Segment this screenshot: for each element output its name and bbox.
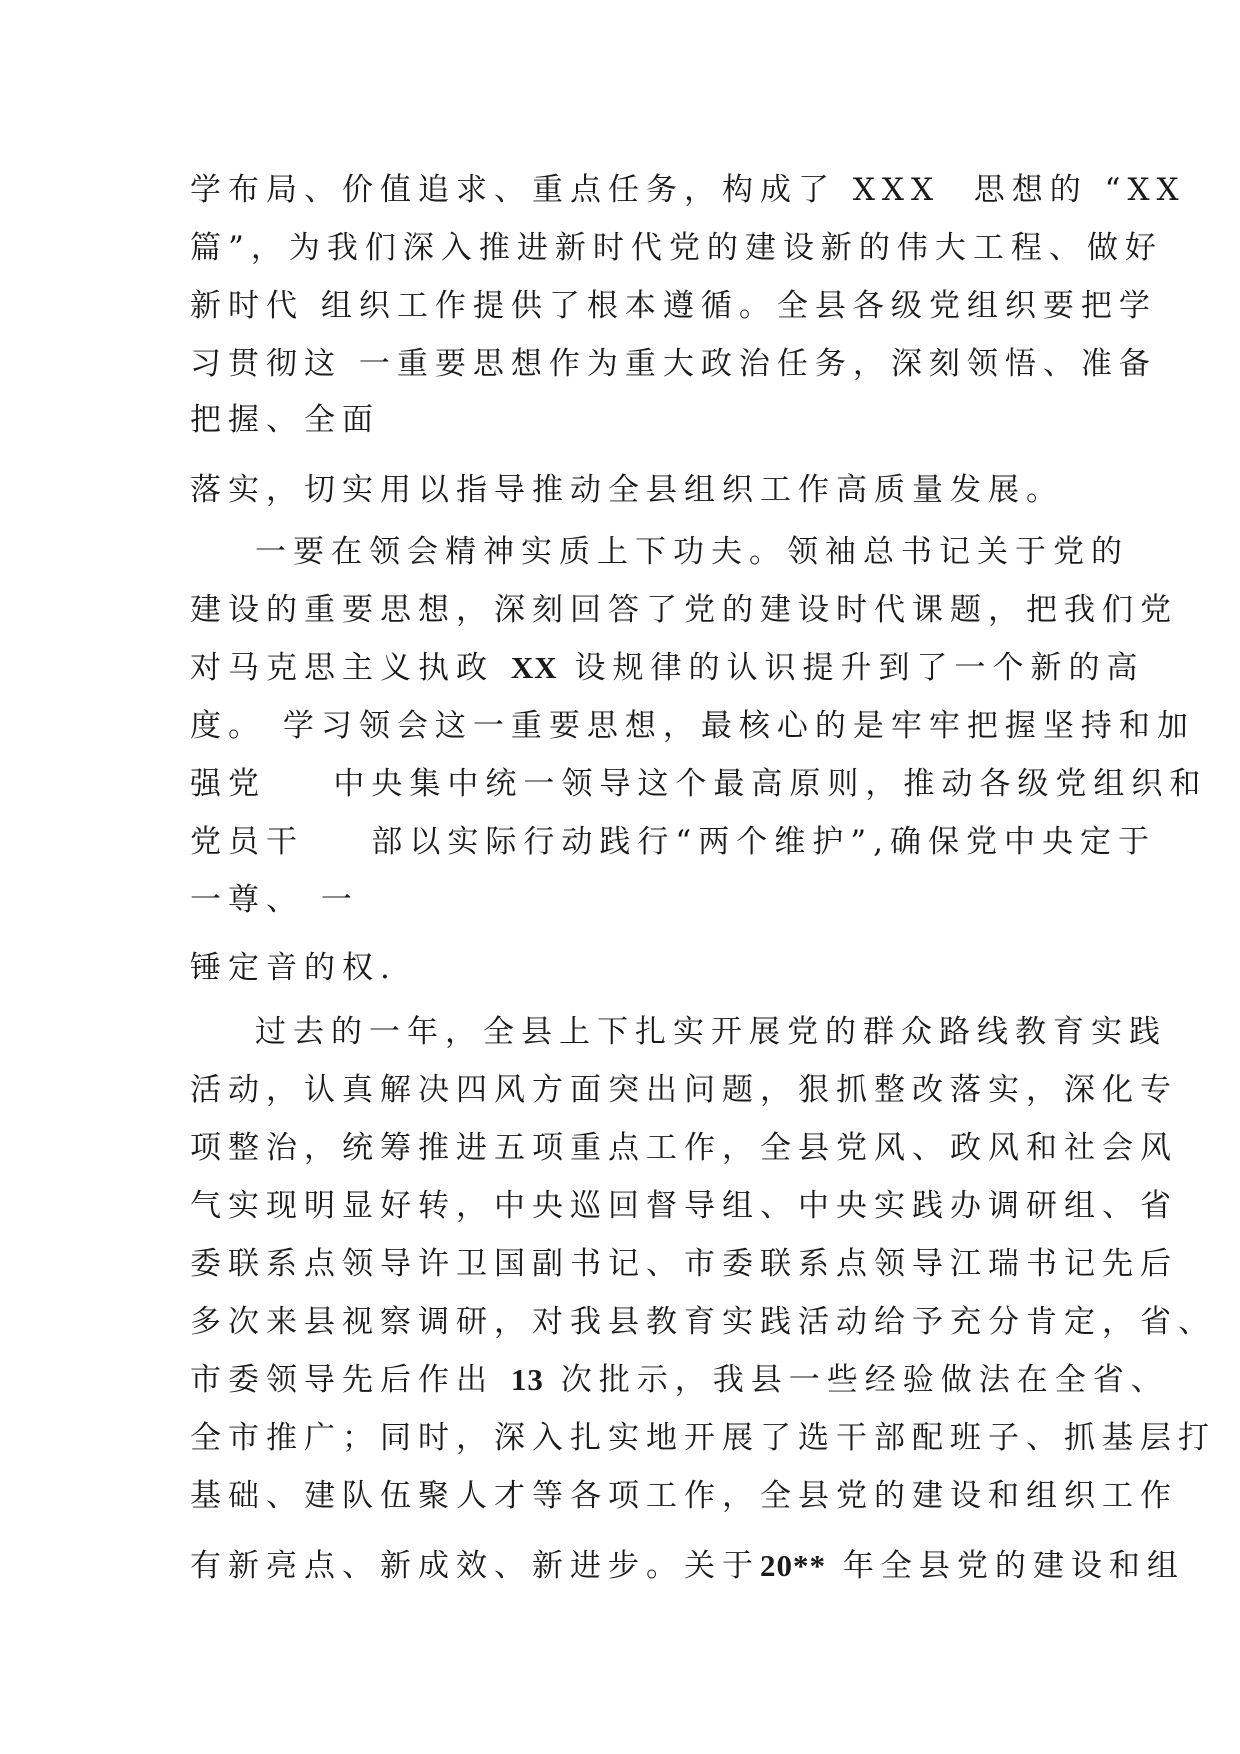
paragraph-2-line-3-text-b: 设规律的认识提升到了一个新的高	[557, 650, 1145, 686]
paragraph-2-line-2: 建设的重要思想，深刻回答了党的建设时代课题，把我们党	[190, 592, 1178, 628]
paragraph-3-line-2: 活动，认真解决四风方面突出问题，狠抓整改落实，深化专	[190, 1072, 1178, 1108]
paragraph-2-line-8: 锤定音的权.	[190, 950, 397, 986]
paragraph-3-line-9: 基础、建队伍聚人才等各项工作，全县党的建设和组织工作	[190, 1478, 1178, 1514]
paragraph-1-line-1: 学布局、价值追求、重点任务，构成了 XXX 思想的 “XX	[190, 172, 1186, 208]
paragraph-3-line-7	[190, 1360, 1169, 1400]
paragraph-1-line-6: 落实，切实用以指导推动全县组织工作高质量发展。	[190, 472, 1064, 508]
paragraph-3-line-10-bold: 20**	[760, 1548, 826, 1583]
paragraph-2-line-1: 一要在领会精神实质上下功夫。领袖总书记关于党的	[255, 534, 1129, 570]
paragraph-2-line-4: 度。 学习领会这一重要思想，最核心的是牢牢把握坚持和加	[190, 708, 1195, 744]
paragraph-2-line-6: 党员干 部以实际行动践行“两个维护”,确保党中央定于	[190, 824, 1156, 860]
paragraph-3-line-10-text-b: 年全县党的建设和组	[826, 1548, 1185, 1584]
paragraph-1-line-3: 新时代 组织工作提供了根本遵循。全县各级党组织要把学	[190, 288, 1157, 324]
paragraph-3-line-3: 项整治，统筹推进五项重点工作，全县党风、政风和社会风	[190, 1130, 1178, 1166]
paragraph-3-line-7-text-b: 次批示，我县一些经验做法在全省、	[543, 1362, 1169, 1398]
paragraph-3-line-7-bold: 13	[510, 1362, 544, 1397]
paragraph-3-line-4: 气实现明显好转，中央巡回督导组、中央实践办调研组、省	[190, 1188, 1178, 1224]
paragraph-3-line-1: 过去的一年，全县上下扎实开展党的群众路线教育实践	[255, 1014, 1167, 1050]
paragraph-3-line-5: 委联系点领导许卫国副书记、市委联系点领导江瑞书记先后	[190, 1246, 1178, 1282]
paragraph-3-line-10	[190, 1546, 1185, 1586]
paragraph-2-line-7: 一尊、 一	[190, 882, 359, 918]
paragraph-3-line-7-text-a: 市委领导先后作出	[190, 1362, 511, 1398]
paragraph-1-line-4: 习贯彻这 一重要思想作为重大政治任务，深刻领悟、准备	[190, 346, 1157, 382]
paragraph-3-line-8: 全市推广；同时，深入扎实地开展了选干部配班子、抓基层打	[190, 1420, 1216, 1456]
paragraph-2-line-3-text-a: 对马克思主义执政	[190, 650, 511, 686]
paragraph-3-line-10-text-a: 有新亮点、新成效、新进步。关于	[190, 1548, 760, 1584]
paragraph-2-line-3-bold: XX	[510, 650, 558, 685]
paragraph-3-line-6: 多次来县视察调研，对我县教育实践活动给予充分肯定，省、	[190, 1304, 1216, 1340]
paragraph-2-line-5: 强党 中央集中统一领导这个最高原则，推动各级党组织和	[190, 766, 1208, 802]
paragraph-2-line-3	[190, 648, 1145, 688]
paragraph-1-line-5: 把握、全面	[190, 402, 380, 438]
paragraph-1-line-2: 篇”，为我们深入推进新时代党的建设新的伟大工程、做好	[190, 230, 1163, 266]
